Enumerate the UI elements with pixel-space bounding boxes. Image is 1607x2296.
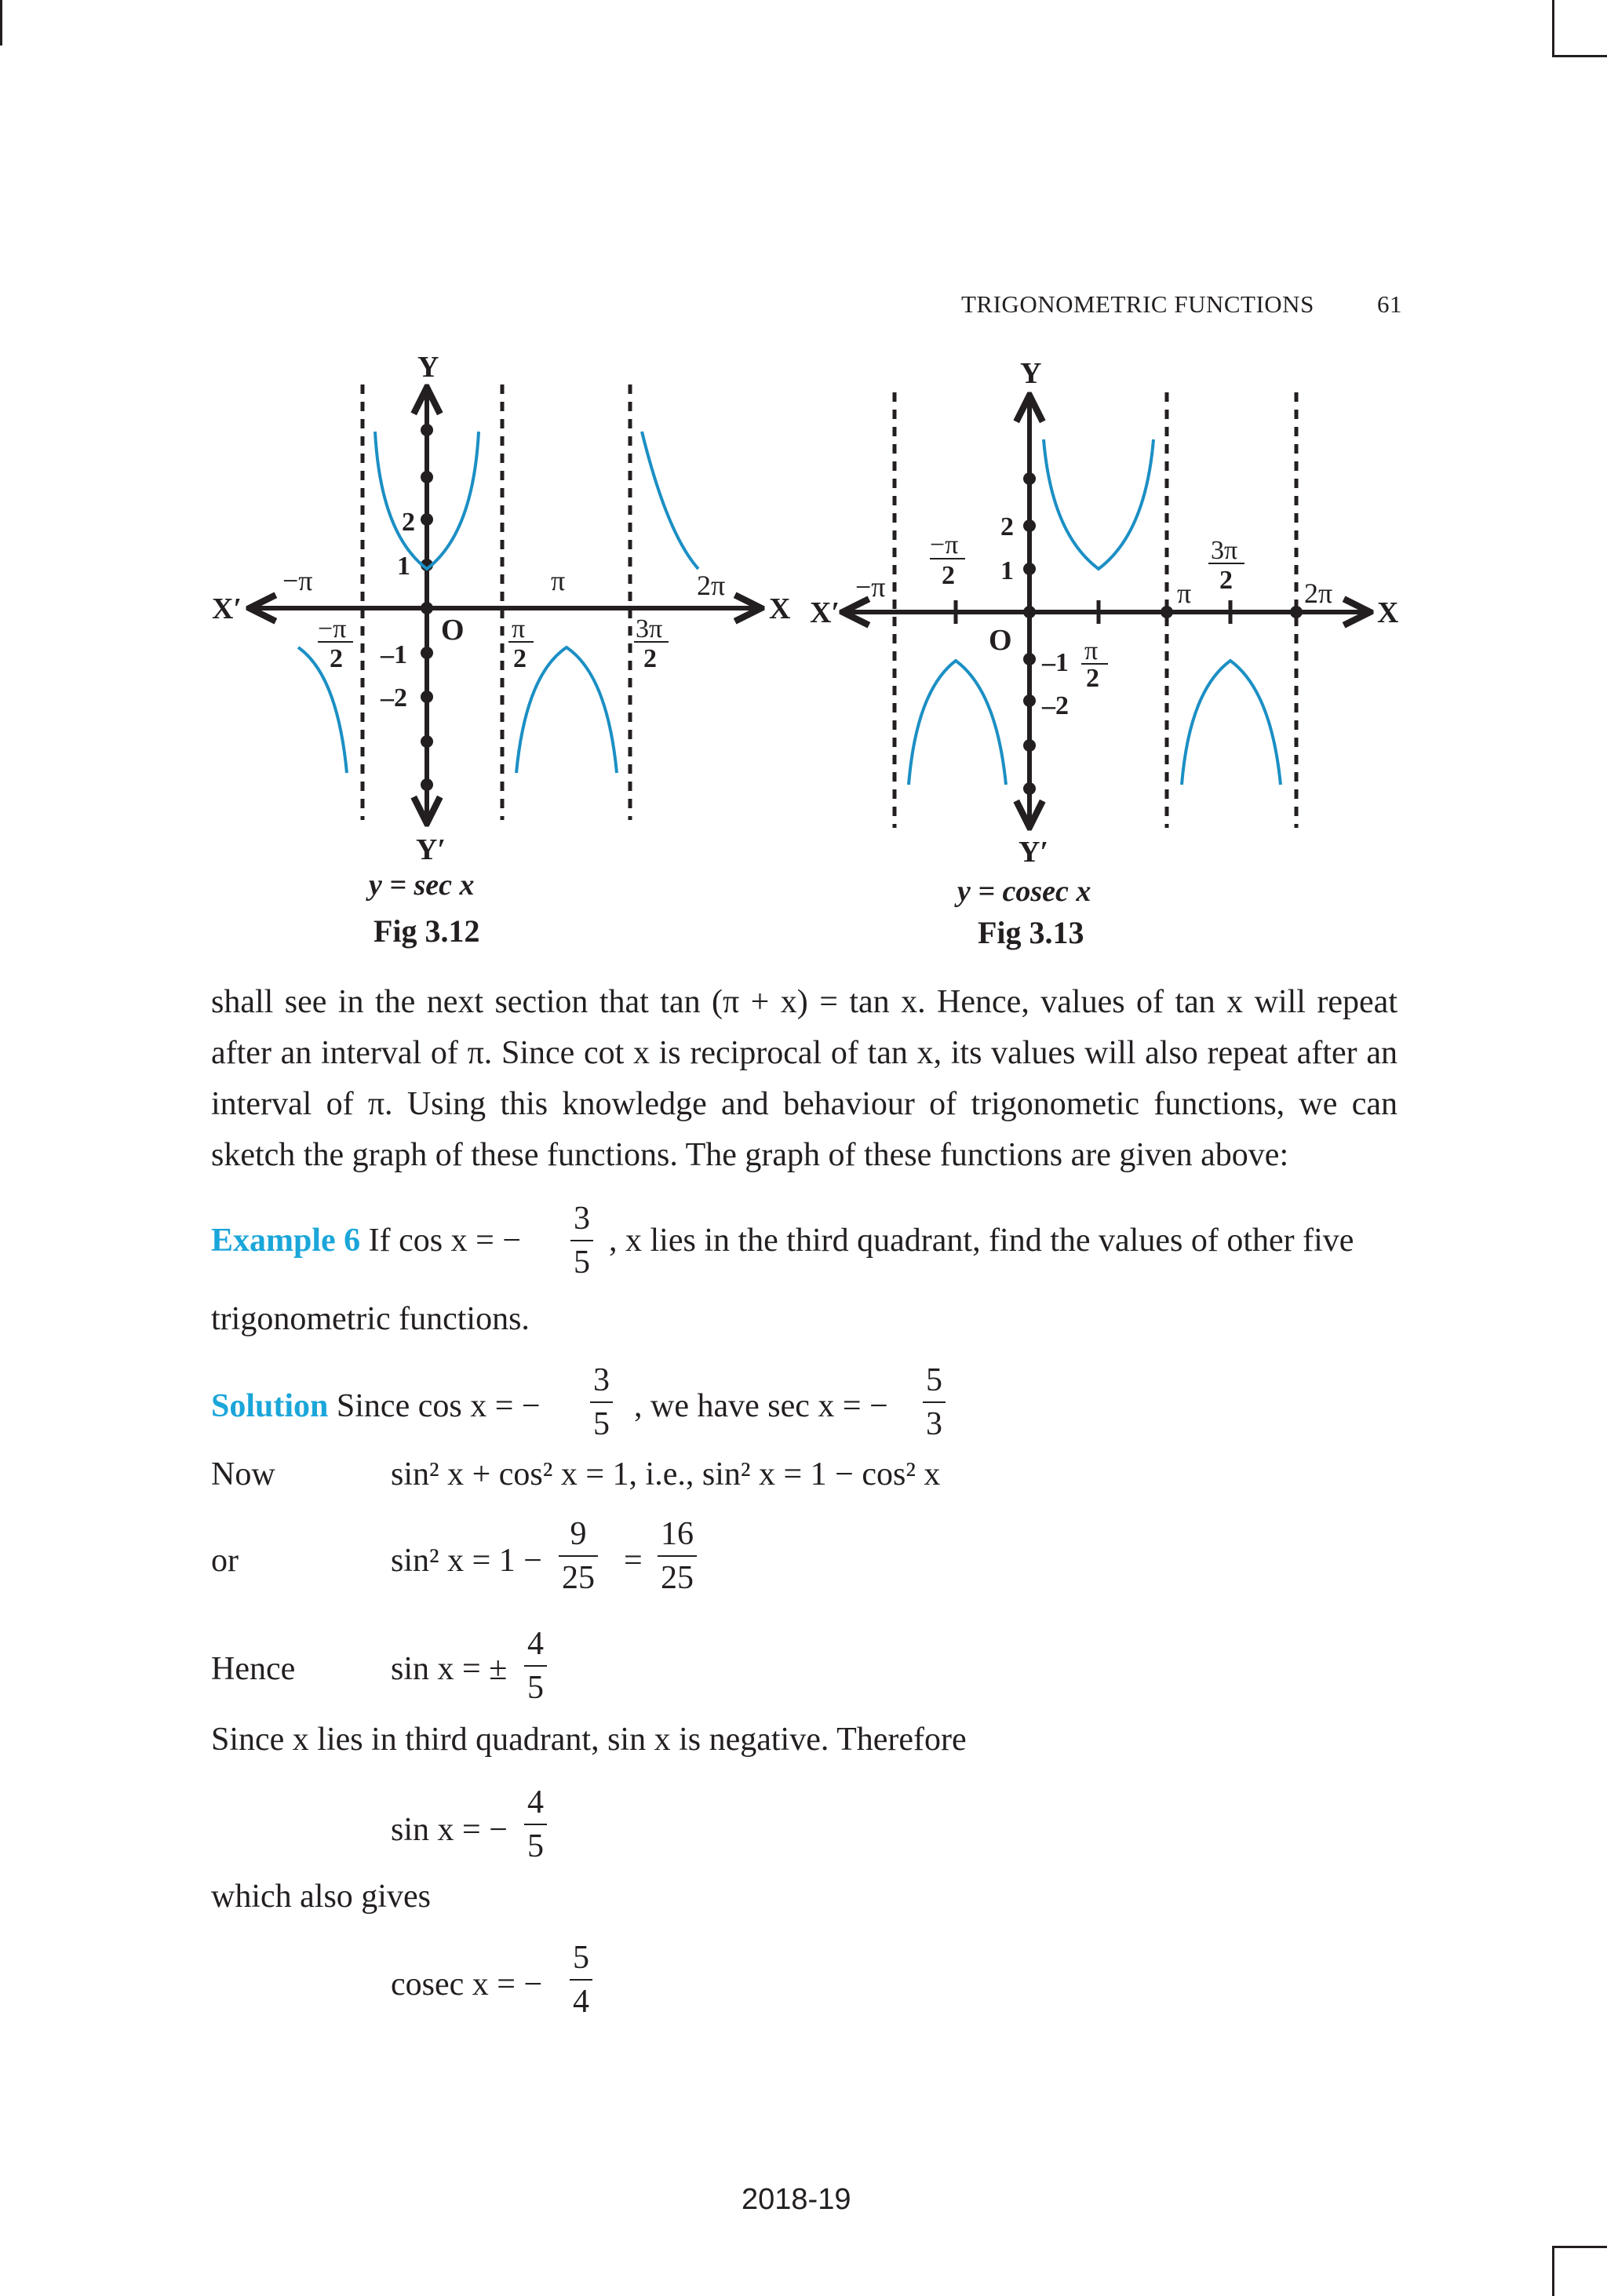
figure-caption: Fig 3.12	[374, 913, 480, 949]
body-paragraph: shall see in the next section that tan (π + x) = tan x. Hence, values of tan x will repeat after an interval of π. Since cot x is reciprocal of tan x, its values will also repeat after an interval of π. Using this knowledge and behaviour of trigonometic functions, we can sketch the graph of these functions. The graph of these functions are given above:	[211, 984, 1397, 1173]
crop-mark	[1552, 0, 1554, 56]
hence-fraction: $\frac{4}{5}$	[524, 1627, 547, 1704]
solution-label: Solution	[211, 1388, 329, 1424]
x-neg-label: X′	[212, 592, 242, 625]
footer-year: 2018-19	[742, 2183, 851, 2216]
tick-pi: π	[1177, 578, 1192, 609]
tick-yneg2: –2	[1042, 691, 1069, 720]
tick-y1: 1	[1000, 556, 1014, 585]
running-header: TRIGONOMETRIC FUNCTIONS	[961, 290, 1314, 318]
tick-half-pi-den: 2	[1086, 664, 1099, 693]
tick-pi: π	[551, 565, 566, 596]
tick-yneg1: –1	[1042, 648, 1069, 677]
example-text-c: trigonometric functions.	[211, 1301, 530, 1337]
tick-yneg1: –1	[381, 640, 407, 669]
example-text-a: If cos x = −	[368, 1223, 522, 1259]
tick-neg-half-pi-den: 2	[942, 561, 955, 590]
axis-points	[1023, 472, 1303, 795]
tick-y2: 2	[402, 508, 415, 537]
origin-label: O	[989, 624, 1012, 657]
or-equation-a: sin² x = 1 −	[391, 1543, 542, 1579]
x-pos-label: X	[1377, 596, 1399, 629]
hence-label: Hence	[211, 1651, 296, 1687]
graph-equation: y = cosec x	[957, 875, 1091, 908]
example-fraction: $\frac{3}{5}$	[570, 1202, 593, 1279]
tick-y1: 1	[397, 552, 410, 581]
tick-neg-half-pi-den: 2	[330, 644, 343, 673]
tick-two-pi: 2π	[697, 570, 726, 601]
crop-mark	[0, 0, 2, 46]
crop-mark	[1552, 2246, 1554, 2296]
y-neg-label: Y′	[1018, 836, 1049, 869]
tick-y2: 2	[1000, 512, 1014, 541]
tick-yneg2: –2	[381, 683, 407, 712]
solution-fraction-2: $\frac{5}{3}$	[923, 1364, 946, 1441]
example-label: Example 6	[211, 1223, 361, 1259]
sin-fraction: $\frac{4}{5}$	[524, 1786, 547, 1863]
crop-mark	[1552, 2246, 1607, 2248]
since-line: Since x lies in third quadrant, sin x is negative. Therefore	[211, 1722, 967, 1758]
cosec-curve-upper-center	[1044, 439, 1153, 569]
cosec-curve-lower-right	[1182, 661, 1281, 785]
example-line	[211, 1224, 521, 1257]
or-fraction-2: $\frac{16}{25}$	[658, 1518, 697, 1594]
now-equation: sin² x + cos² x = 1, i.e., sin² x = 1 − cos² x	[391, 1456, 941, 1492]
tick-three-half-pi-den: 2	[643, 644, 657, 673]
sin-equation: sin x = −	[391, 1812, 508, 1848]
tick-two-pi: 2π	[1304, 578, 1333, 609]
solution-line	[211, 1390, 541, 1423]
sec-curve-upper-right	[642, 432, 698, 569]
or-equation-b: =	[624, 1543, 643, 1579]
y-axis-points	[421, 424, 433, 791]
cosec-equation: cosec x = −	[391, 1966, 543, 2003]
page-number: 61	[1377, 290, 1402, 318]
y-axis-label: Y	[417, 351, 439, 384]
example-text-b: , x lies in the third quadrant, find the values of other five	[609, 1223, 1354, 1259]
solution-text-b: , we have sec x = −	[634, 1388, 888, 1424]
tick-three-half-pi-num: 3π	[636, 614, 663, 643]
tick-half-pi-den: 2	[513, 644, 527, 673]
now-label: Now	[211, 1456, 275, 1492]
cosec-curve-lower-left	[909, 661, 1006, 785]
tick-half-pi-num: π	[1084, 636, 1099, 665]
solution-text-a: Since cos x = −	[336, 1388, 541, 1424]
tick-three-half-pi-num: 3π	[1211, 536, 1238, 565]
graph-equation: y = sec x	[369, 869, 475, 902]
origin-label: O	[441, 614, 465, 647]
tick-neg-half-pi-num: −π	[930, 530, 959, 559]
y-axis-label: Y	[1020, 357, 1042, 390]
cosec-fraction: $\frac{5}{4}$	[570, 1941, 592, 2018]
x-pos-label: X	[769, 592, 791, 625]
also-line: which also gives	[211, 1879, 431, 1915]
sec-curve-lower-center	[516, 647, 617, 773]
solution-fraction-1: $\frac{3}{5}$	[590, 1364, 613, 1441]
x-neg-label: X′	[810, 596, 840, 629]
y-neg-label: Y′	[416, 833, 446, 866]
or-label: or	[211, 1543, 239, 1579]
tick-neg-half-pi-num: −π	[318, 614, 347, 643]
tick-half-pi-num: π	[512, 614, 526, 643]
or-fraction-1: $\frac{9}{25}$	[559, 1518, 598, 1594]
hence-equation: sin x = ±	[391, 1651, 508, 1687]
tick-neg-pi: −π	[282, 565, 313, 596]
crop-mark	[1552, 55, 1607, 57]
cosec-graph	[800, 353, 1428, 973]
sec-graph	[188, 345, 800, 973]
tick-neg-pi: −π	[855, 571, 886, 603]
tick-three-half-pi-den: 2	[1219, 566, 1233, 595]
figure-caption: Fig 3.13	[978, 915, 1084, 950]
